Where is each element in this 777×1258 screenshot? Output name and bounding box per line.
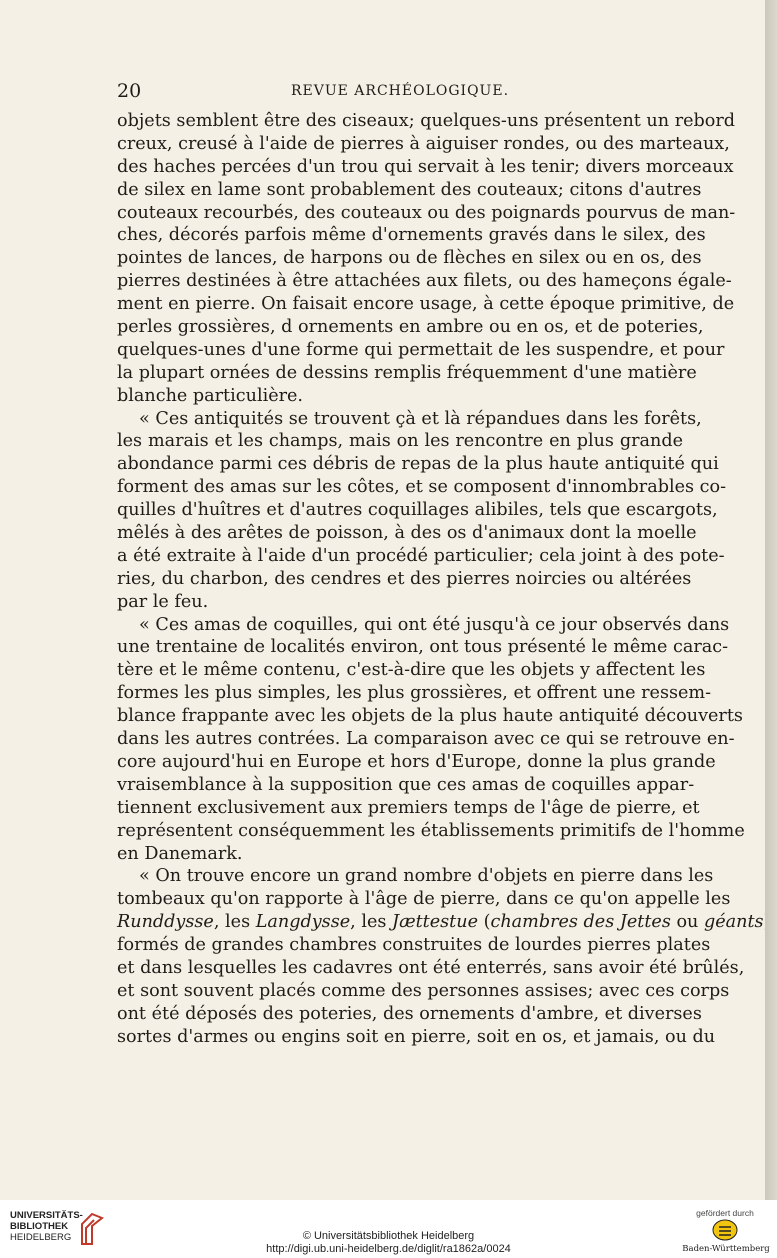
text-line: objets semblent être des ciseaux; quelques-uns présentent un rebord [117, 111, 736, 131]
text-line: et sont souvent placés comme des personnes assises; avec ces corps [117, 980, 730, 1001]
text-line: quilles d'huîtres et d'autres coquillages alibiles, tels que escargots, [117, 500, 718, 521]
term-jaettestue: Jættestue [392, 912, 478, 933]
journal-title: REVUE ARCHÉOLOGIQUE. [290, 83, 510, 99]
text-line: « On trouve encore un grand nombre d'objets en pierre dans les [139, 866, 714, 887]
text-line: tombeaux qu'on rapporte à l'âge de pierre, dans ce qu'on appelle les [117, 889, 731, 910]
text-line: formés de grandes chambres construites de lourdes pierres plates [117, 935, 711, 956]
copyright-notice: © Universitätsbibliothek Heidelberg [302, 1230, 475, 1242]
text-line: ment en pierre. On faisait encore usage, à cette époque primitive, de [117, 294, 735, 315]
text-line: représentent conséquemment les établissements primitifs de l'homme [117, 820, 745, 841]
text-line: pointes de lances, de harpons ou de flèches en silex ou en os, des [117, 248, 702, 269]
text-line: des haches percées d'un trou qui servait à les tenir; divers morceaux [117, 156, 734, 177]
text-line: une trentaine de localités environ, ont tous présenté le même carac- [117, 637, 729, 658]
permalink-url[interactable]: http://digi.ub.uni-heidelberg.de/diglit/ra1862a/0024 [266, 1243, 511, 1255]
text-line: tère et le même contenu, c'est-à-dire que les objets y affectent les [117, 660, 706, 681]
page-edge [765, 0, 777, 1200]
text-line: « Ces antiquités se trouvent çà et là répandues dans les forêts, [139, 408, 702, 429]
text-line: la plupart ornées de dessins remplis fréquemment d'une matière [117, 362, 697, 383]
text-line: blance frappante avec les objets de la plus haute antiquité découverts [117, 706, 743, 727]
funded-by-label: gefördert durch [696, 1208, 754, 1218]
term-langdysse: Langdysse [255, 912, 351, 933]
text-line: ont été déposés des poteries, des ornements d'ambre, et diverses [117, 1003, 702, 1024]
text-line: abondance parmi ces débris de repas de la plus haute antiquité qui [117, 454, 719, 475]
text-line-with-italics: Runddysse, les Langdysse, les Jættestue (chambres des Jettes ou géants [117, 912, 764, 933]
term-geants: géants [703, 912, 764, 933]
text-line: perles grossières, d ornements en ambre ou en os, et de poteries, [117, 317, 704, 338]
text-line: quelques-unes d'une forme qui permettait de les suspendre, et pour [117, 339, 725, 360]
text-line: ries, du charbon, des cendres et des pierres noircies ou altérées [117, 568, 692, 589]
page-number: 20 [117, 80, 142, 102]
text-line: et dans lesquelles les cadavres ont été enterrés, sans avoir été brûlés, [117, 957, 745, 978]
funder-name: Baden-Württemberg [682, 1244, 770, 1254]
text-line: core aujourd'hui en Europe et hors d'Europe, donne la plus grande [117, 751, 716, 772]
text-line: ches, décorés parfois même d'ornements gravés dans le silex, des [117, 225, 706, 246]
baden-wuerttemberg-seal-icon [712, 1219, 738, 1241]
text-line: par le feu. [117, 591, 209, 612]
text-line: de silex en lame sont probablement des couteaux; citons d'autres [117, 179, 702, 200]
library-logo-icon [78, 1208, 106, 1248]
text-line: forment des amas sur les côtes, et se composent d'innombrables co- [117, 477, 727, 498]
text-line: couteaux recourbés, des couteaux ou des poignards pourvus de man- [117, 202, 736, 223]
text-line: formes les plus simples, les plus grossières, et offrent une ressem- [117, 683, 712, 704]
term-chambres: chambres des Jettes [490, 912, 671, 933]
text-line: sortes d'armes ou engins soit en pierre, soit en os, et jamais, ou du [117, 1026, 716, 1047]
body-text [117, 110, 764, 1049]
text-line: « Ces amas de coquilles, qui ont été jusqu'à ce jour observés dans [139, 614, 730, 635]
text-line: tiennent exclusivement aux premiers temps de l'âge de pierre, et [117, 797, 700, 818]
text-line: a été extraite à l'aide d'un procédé particulier; cela joint à des pote- [117, 545, 725, 566]
library-name: UNIVERSITÄTS- BIBLIOTHEK HEIDELBERG [10, 1210, 83, 1243]
text-line: en Danemark. [117, 843, 243, 864]
running-head [117, 80, 683, 106]
text-line: pierres destinées à être attachées aux filets, ou des hameçons égale- [117, 271, 732, 292]
text-line: dans les autres contrées. La comparaison avec ce qui se retrouve en- [117, 729, 735, 750]
text-line: creux, creusé à l'aide de pierres à aiguiser rondes, ou des marteaux, [117, 133, 730, 154]
text-line: blanche particulière. [117, 385, 304, 406]
text-line: mêlés à des arêtes de poisson, à des os d'animaux dont la moelle [117, 523, 697, 544]
term-runddysse: Runddysse [117, 912, 214, 933]
text-line: les marais et les champs, mais on les rencontre en plus grande [117, 431, 683, 452]
text-line: vraisemblance à la supposition que ces amas de coquilles appar- [117, 774, 695, 795]
footer-bar [0, 1200, 777, 1258]
